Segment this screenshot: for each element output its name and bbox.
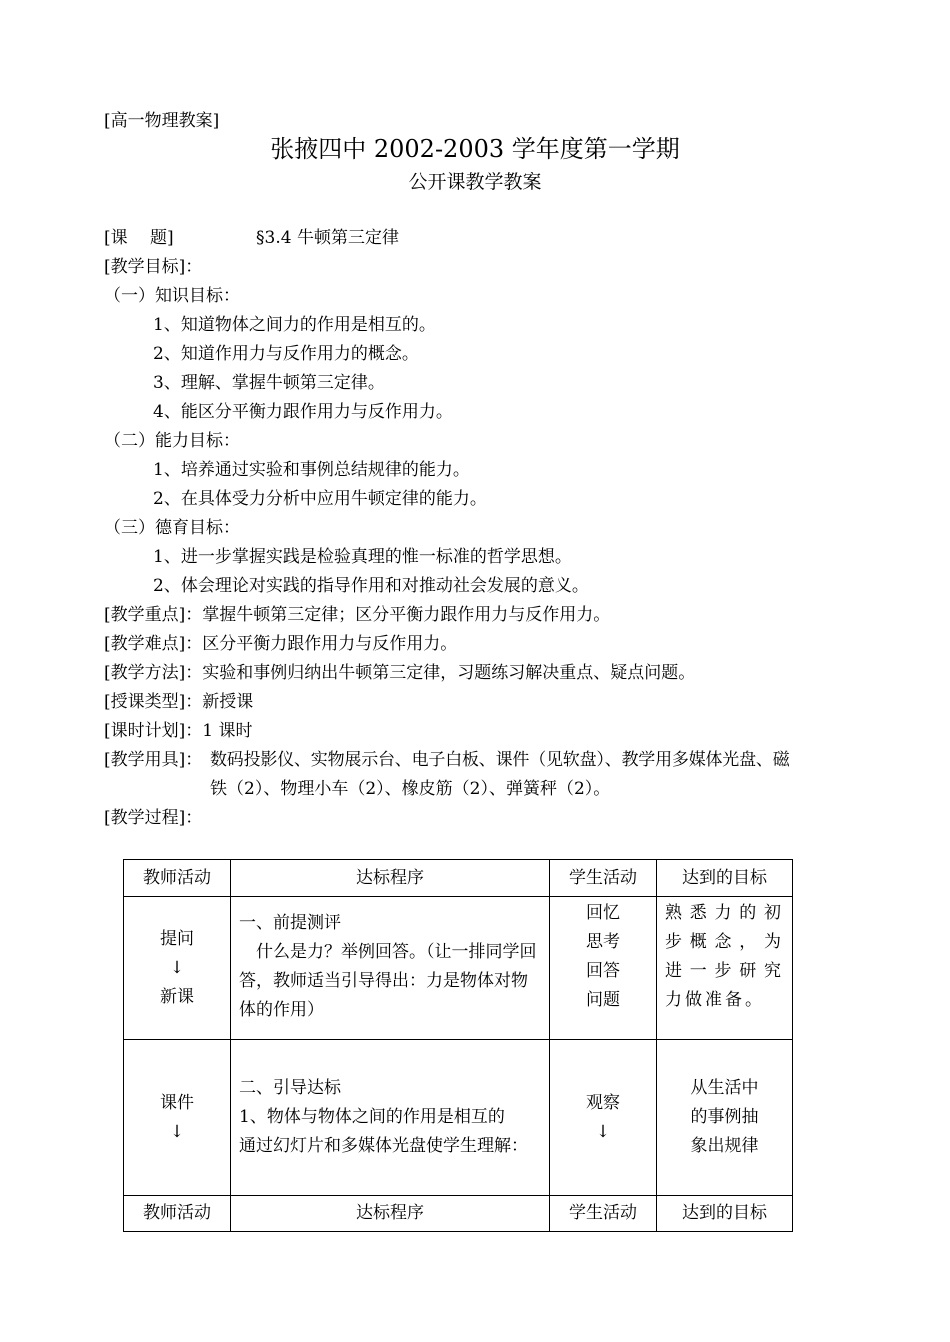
procedure-cell: 二、引导达标 1、物体与物体之间的作用是相互的 通过幻灯片和多媒体光盘使学生理解： (231, 1040, 550, 1196)
topic-value: §3.4 牛顿第三定律 (256, 228, 399, 248)
goal-item: 2、体会理论对实践的指导作用和对推动社会发展的意义。 (153, 576, 589, 596)
column-header: 教师活动 (124, 860, 231, 897)
goals-heading: [教学目标]： (104, 257, 203, 277)
lesson-type: [授课类型]：新授课 (104, 692, 254, 712)
student-activity-cell: 回忆 思考 回答 问题 (550, 897, 657, 1040)
goal-item: 1、进一步掌握实践是检验真理的惟一标准的哲学思想。 (153, 547, 572, 567)
goal-item: 3、理解、掌握牛顿第三定律。 (153, 373, 385, 393)
goal-item: 4、能区分平衡力跟作用力与反作用力。 (153, 402, 453, 422)
page-title: 张掖四中 2002-2003 学年度第一学期 (270, 135, 680, 163)
goal-group-heading: （一）知识目标： (104, 286, 240, 306)
target-goal-cell: 从生活中 的事例抽 象出规律 (657, 1040, 793, 1196)
goal-item: 1、知道物体之间力的作用是相互的。 (153, 315, 436, 335)
header-tag: [高一物理教案] (104, 111, 220, 131)
column-header: 学生活动 (550, 860, 657, 897)
table-row (124, 897, 793, 1040)
teaching-method: [教学方法]：实验和事例归纳出牛顿第三定律，习题练习解决重点、疑点问题。 (104, 663, 696, 683)
goal-item: 1、培养通过实验和事例总结规律的能力。 (153, 460, 470, 480)
student-activity-cell: 观察 ↓ (550, 1040, 657, 1196)
process-table (123, 859, 793, 1232)
procedure-title: 一、前提测评 (239, 913, 341, 933)
column-header: 教师活动 (124, 1196, 231, 1232)
column-header: 达标程序 (231, 1196, 550, 1232)
process-heading: [教学过程]： (104, 808, 203, 828)
page-subtitle: 公开课教学教案 (408, 171, 542, 193)
goal-group-heading: （二）能力目标： (104, 431, 240, 451)
key-points: [教学重点]：掌握牛顿第三定律；区分平衡力跟作用力与反作用力。 (104, 605, 611, 625)
tools-label: [教学用具]： (104, 750, 203, 770)
teacher-activity-cell: 提问 ↓ 新课 (124, 897, 231, 1040)
tools-line: 数码投影仪、实物展示台、电子白板、课件（见软盘）、教学用多媒体光盘、磁 (210, 750, 790, 770)
column-header: 达到的目标 (657, 860, 793, 897)
column-header: 达到的目标 (657, 1196, 793, 1232)
tools-line: 铁（2）、物理小车（2）、橡皮筋（2）、弹簧秤（2）。 (210, 779, 611, 799)
topic-label: [课 题] (104, 228, 174, 248)
goal-item: 2、在具体受力分析中应用牛顿定律的能力。 (153, 489, 487, 509)
column-header: 达标程序 (231, 860, 550, 897)
column-header: 学生活动 (550, 1196, 657, 1232)
teacher-activity-cell: 课件 ↓ (124, 1040, 231, 1196)
lesson-schedule: [课时计划]：1 课时 (104, 721, 253, 741)
procedure-cell (231, 897, 550, 1040)
target-goal-cell: 熟悉力的初步概念，为进一步研究力做准备。 (657, 897, 793, 1040)
goal-group-heading: （三）德育目标： (104, 518, 240, 538)
table-header-row (124, 860, 793, 897)
goal-item: 2、知道作用力与反作用力的概念。 (153, 344, 419, 364)
table-header-row (124, 1196, 793, 1232)
table-row (124, 1040, 793, 1196)
procedure-body: 什么是力？举例回答。（让一排同学回答，教师适当引导得出：力是物体对物体的作用） (239, 942, 537, 1020)
difficulties: [教学难点]：区分平衡力跟作用力与反作用力。 (104, 634, 458, 654)
